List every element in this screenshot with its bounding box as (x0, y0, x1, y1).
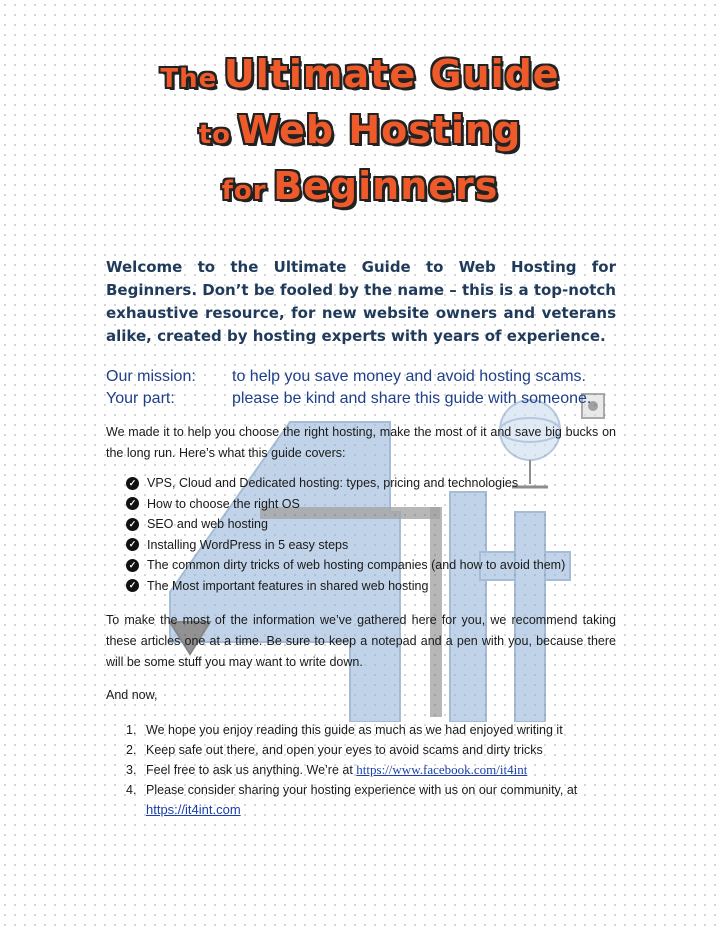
list-item: 4. Please consider sharing your hosting experience with us on our community, at https://it4int.com (126, 783, 578, 817)
check-circle-icon: ✓ (126, 559, 139, 572)
closing-list (126, 720, 606, 820)
your-part-label: Your part: (106, 390, 175, 407)
list-item: ✓ The Most important features in shared web hosting (126, 576, 565, 597)
page-title-line-2: to Web Hosting (198, 108, 522, 152)
list-item: ✓ VPS, Cloud and Dedicated hosting: types, pricing and technologies (126, 473, 565, 494)
check-circle-icon: ✓ (126, 538, 139, 551)
list-item: 1. We hope you enjoy reading this guide as much as we had enjoyed writing it (126, 723, 563, 737)
page-title-line-3: for Beginners (221, 164, 499, 208)
community-link[interactable]: https://it4int.com (146, 802, 241, 817)
list-item: ✓ How to choose the right OS (126, 494, 565, 515)
intro-paragraph: We made it to help you choose the right hosting, make the most of it and save big bucks on the long run. Here’s what this guide covers: (106, 425, 616, 460)
list-item: 2. Keep safe out there, and open your eyes to avoid scams and dirty tricks (126, 743, 543, 757)
check-circle-icon: ✓ (126, 518, 139, 531)
list-item: ✓ The common dirty tricks of web hosting companies (and how to avoid them) (126, 555, 565, 576)
check-circle-icon: ✓ (126, 477, 139, 490)
list-item: 3. Feel free to ask us anything. We’re at https://www.facebook.com/it4int (126, 762, 528, 777)
welcome-paragraph: Welcome to the Ultimate Guide to Web Hosting for Beginners. Don’t be fooled by the name – this is a top-notch exhaustive resource, for new website owners and veterans alike, created by hosting experts with years of experience. (106, 258, 616, 345)
facebook-link[interactable]: https://www.facebook.com/it4int (356, 762, 528, 777)
covers-list (126, 473, 565, 596)
list-item: ✓ SEO and web hosting (126, 514, 565, 535)
and-now-text: And now, (106, 688, 158, 702)
mission-label: Our mission: (106, 368, 196, 385)
check-circle-icon: ✓ (126, 497, 139, 510)
page-title-line-1: The Ultimate Guide (160, 52, 560, 96)
check-circle-icon: ✓ (126, 579, 139, 592)
mission-value: to help you save money and avoid hosting scams. (232, 368, 586, 385)
your-part-value: please be kind and share this guide with someone. (232, 390, 592, 407)
list-item: ✓ Installing WordPress in 5 easy steps (126, 535, 565, 556)
recommend-paragraph: To make the most of the information we’ve gathered here for you, we recommend taking these articles one at a time. Be sure to keep a notepad and a pen with you, because there will be some stuff you may want to write down. (106, 613, 616, 669)
